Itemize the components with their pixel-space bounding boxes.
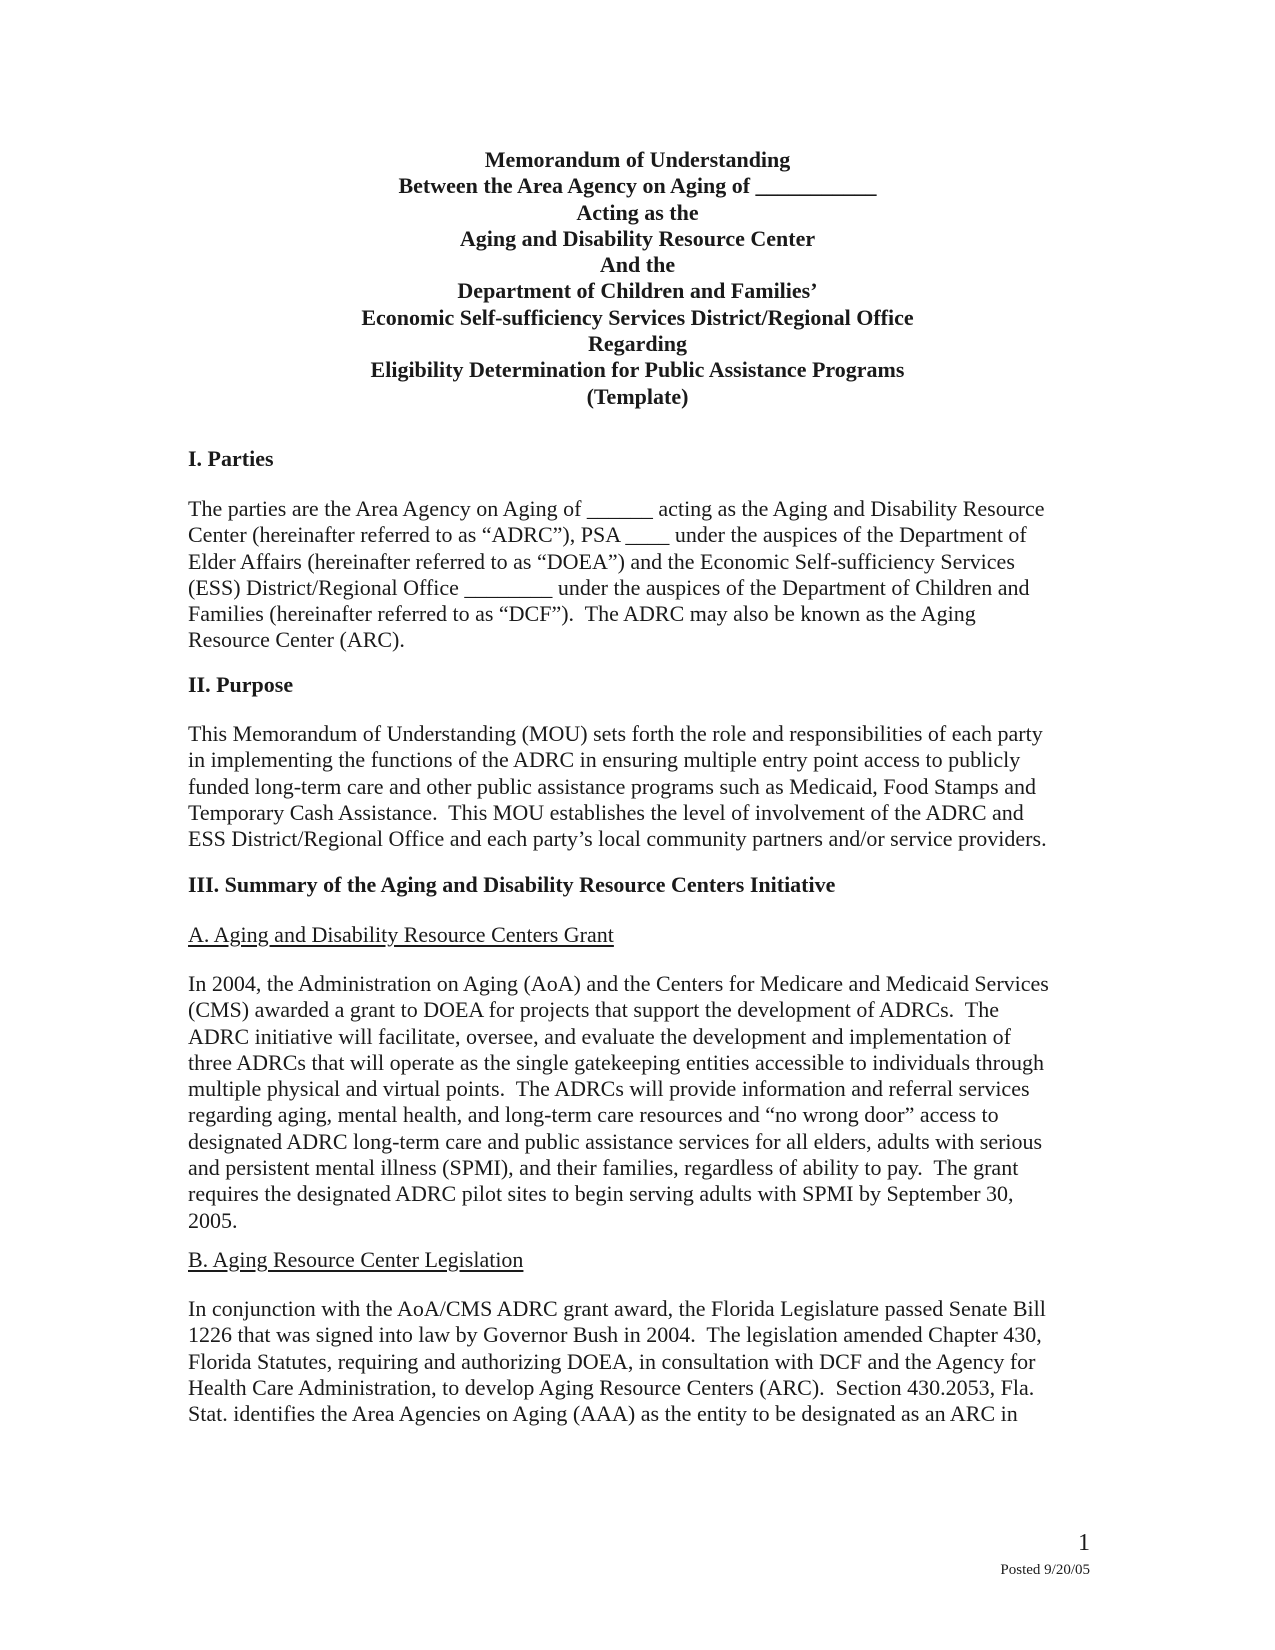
paragraph-line: ESS District/Regional Office and each party’s local community partners and/or service providers. xyxy=(188,826,1047,852)
title-line: (Template) xyxy=(586,383,689,409)
paragraph-line: requires the designated ADRC pilot sites to begin serving adults with SPMI by September 30, xyxy=(188,1181,1014,1207)
title-line: Regarding xyxy=(588,331,687,357)
section-heading-summary: III. Summary of the Aging and Disability Resource Centers Initiative xyxy=(188,872,836,897)
title-line: Department of Children and Families’ xyxy=(457,278,818,304)
paragraph-line: (ESS) District/Regional Office ________ under the auspices of the Department of Children and xyxy=(188,574,1030,600)
title-line: Acting as the xyxy=(576,199,699,225)
section-heading-parties: I. Parties xyxy=(188,446,274,471)
purpose-paragraph xyxy=(188,721,1088,852)
posted-date: Posted 9/20/05 xyxy=(1000,1562,1090,1578)
paragraph-line: Resource Center (ARC). xyxy=(188,627,405,653)
paragraph-line: The parties are the Area Agency on Aging of ______ acting as the Aging and Disability Resource xyxy=(188,496,1045,521)
paragraph-line: in implementing the functions of the ADRC in ensuring multiple entry point access to publicly xyxy=(188,747,1021,773)
paragraph-line: Elder Affairs (hereinafter referred to as “DOEA”) and the Economic Self-sufficiency Services xyxy=(188,548,1015,574)
paragraph-line: Health Care Administration, to develop Aging Resource Centers (ARC). Section 430.2053, Fla. xyxy=(188,1374,1035,1400)
title-line: Between the Area Agency on Aging of ___________ xyxy=(398,173,877,199)
title-line: And the xyxy=(599,252,676,278)
paragraph-line: three ADRCs that will operate as the single gatekeeping entities accessible to individuals through xyxy=(188,1049,1044,1075)
subsection-heading-grant: A. Aging and Disability Resource Centers Grant xyxy=(188,922,614,947)
title-line: Memorandum of Understanding xyxy=(484,147,791,172)
paragraph-line: In 2004, the Administration on Aging (AoA) and the Centers for Medicare and Medicaid Services xyxy=(188,971,1049,996)
title-line: Economic Self-sufficiency Services District/Regional Office xyxy=(361,304,914,330)
paragraph-line: funded long-term care and other public assistance programs such as Medicaid, Food Stamps and xyxy=(188,773,1036,799)
paragraph-line: (CMS) awarded a grant to DOEA for projects that support the development of ADRCs. The xyxy=(188,997,999,1023)
paragraph-line: Temporary Cash Assistance. This MOU establishes the level of involvement of the ADRC and xyxy=(188,799,1024,825)
paragraph-line: 2005. xyxy=(188,1207,238,1233)
paragraph-line: This Memorandum of Understanding (MOU) sets forth the role and responsibilities of each party xyxy=(188,721,1043,746)
title-line: Aging and Disability Resource Center xyxy=(459,225,816,251)
subsection-heading-legislation: B. Aging Resource Center Legislation xyxy=(188,1247,524,1272)
grant-paragraph xyxy=(188,971,1088,1234)
title-line: Eligibility Determination for Public Assistance Programs xyxy=(370,357,905,383)
paragraph-line: Center (hereinafter referred to as “ADRC”), PSA ____ under the auspices of the Department of xyxy=(188,522,1027,548)
paragraph-line: regarding aging, mental health, and long-term care resources and “no wrong door” access to xyxy=(188,1102,999,1128)
paragraph-line: Stat. identifies the Area Agencies on Aging (AAA) as the entity to be designated as an ARC in xyxy=(188,1401,1018,1427)
paragraph-line: designated ADRC long-term care and public assistance services for all elders, adults with serious xyxy=(188,1128,1043,1154)
paragraph-line: Florida Statutes, requiring and authorizing DOEA, in consultation with DCF and the Agency for xyxy=(188,1348,1036,1374)
legislation-paragraph xyxy=(188,1296,1088,1427)
paragraph-line: multiple physical and virtual points. The ADRCs will provide information and referral services xyxy=(188,1076,1030,1102)
paragraph-line: Families (hereinafter referred to as “DCF”). The ADRC may also be known as the Aging xyxy=(188,601,976,627)
page-number: 1 xyxy=(1078,1530,1090,1556)
document-title xyxy=(0,147,1275,410)
paragraph-line: ADRC initiative will facilitate, oversee, and evaluate the development and implementation of xyxy=(188,1023,1011,1049)
paragraph-line: 1226 that was signed into law by Governor Bush in 2004. The legislation amended Chapter 430, xyxy=(188,1322,1042,1348)
paragraph-line: and persistent mental illness (SPMI), and their families, regardless of ability to pay. The grant xyxy=(188,1155,1019,1181)
section-heading-purpose: II. Purpose xyxy=(188,672,294,697)
paragraph-line: In conjunction with the AoA/CMS ADRC grant award, the Florida Legislature passed Senate Bill xyxy=(188,1296,1046,1321)
parties-paragraph xyxy=(188,496,1088,654)
